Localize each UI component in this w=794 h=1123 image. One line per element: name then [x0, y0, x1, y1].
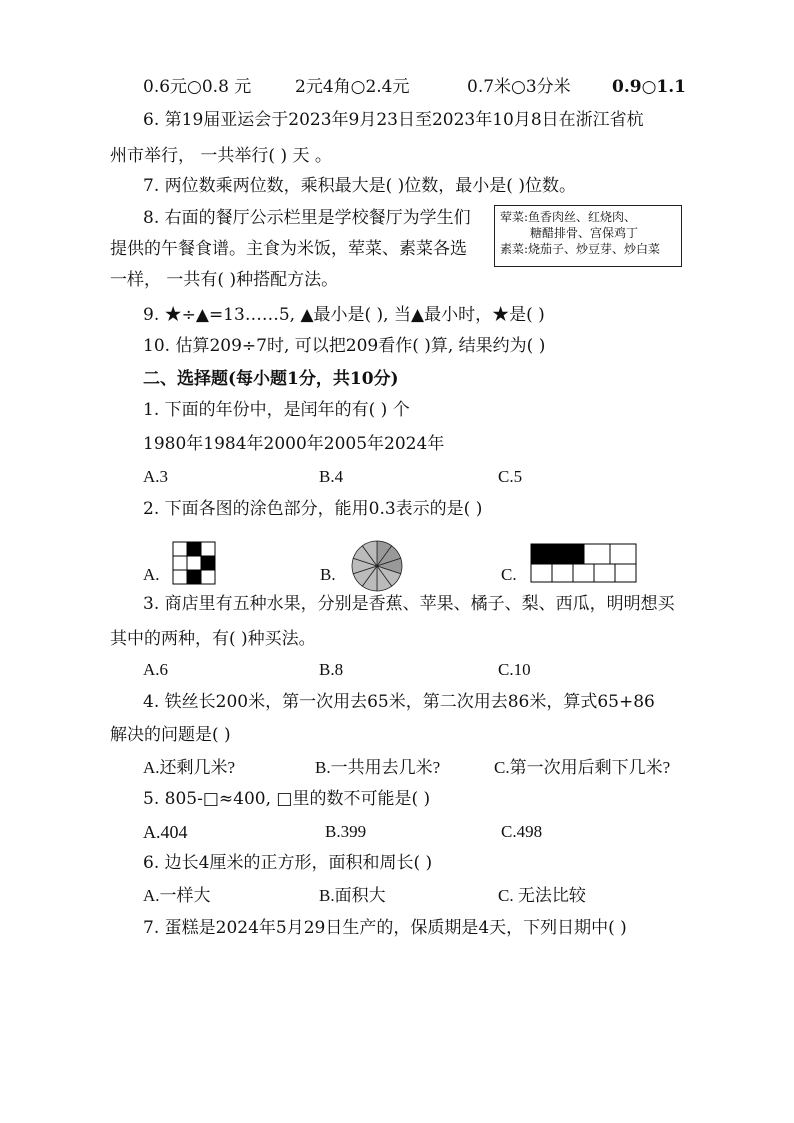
figure-c-cell: [573, 564, 594, 582]
figure-c-cell: [610, 544, 636, 564]
figure-c-strip: [530, 543, 638, 585]
figure-a-cell: [173, 542, 187, 556]
choice-5-option-c: C.498: [501, 822, 543, 841]
figure-a-cell: [173, 556, 187, 570]
choice-5-option-b: B.399: [325, 822, 367, 841]
figure-b-circle: [350, 539, 404, 593]
choice-6-option-b: B.面积大: [319, 886, 386, 905]
choice-1-option-b: B.4: [319, 467, 344, 486]
figure-a-cell: [187, 556, 201, 570]
choice-2-option-c-label: C.: [501, 565, 517, 584]
figure-c-cell: [557, 544, 584, 564]
question-8-line-3: 一样， 一共有( )种搭配方法。: [110, 270, 339, 290]
compare-item-1: 0.6元○0.8 元: [143, 77, 252, 97]
choice-5-option-a: A.404: [143, 822, 188, 842]
menu-meat-line-2: 糖醋排骨、宫保鸡丁: [530, 226, 639, 240]
question-7: 7. 两位数乘两位数，乘积最大是( )位数，最小是( )位数。: [143, 176, 576, 196]
figure-c-cell: [584, 544, 610, 564]
choice-3-option-a: A.6: [143, 660, 169, 679]
figure-a-cell: [173, 570, 187, 584]
choice-question-1-years: 1980年1984年2000年2005年2024年: [143, 434, 445, 454]
menu-meat-line-1: 荤菜:鱼香肉丝、红烧肉、: [500, 210, 637, 224]
choice-question-1: 1. 下面的年份中，是闰年的有( ) 个: [143, 400, 410, 420]
choice-3-option-b: B.8: [319, 660, 344, 679]
figure-c-cell: [552, 564, 573, 582]
question-9: 9. ★÷▲=13……5, ▲最小是( ), 当▲最小时，★是( ): [143, 305, 545, 325]
figure-a-cell: [201, 570, 215, 584]
figure-a-cell: [187, 570, 201, 584]
figure-c-cell: [615, 564, 636, 582]
choice-4-option-b: B.一共用去几米?: [315, 758, 441, 777]
figure-a-cell: [201, 542, 215, 556]
question-6-line-2: 州市举行， 一共举行( ) 天 。: [110, 146, 332, 166]
compare-item-2: 2元4角○2.4元: [295, 77, 410, 97]
choice-2-option-a-label: A.: [143, 565, 160, 584]
question-8-line-2: 提供的午餐食谱。主食为米饭，荤菜、素菜各选: [110, 239, 467, 259]
choice-3-option-c: C.10: [498, 660, 531, 679]
compare-item-4: 0.9○1.1: [612, 77, 686, 97]
choice-6-option-c: C. 无法比较: [498, 886, 586, 905]
choice-4-option-a: A.还剩几米?: [143, 758, 236, 777]
choice-1-option-c: C.5: [498, 467, 523, 486]
choice-6-option-a: A.一样大: [143, 886, 211, 905]
choice-question-3-line-1: 3. 商店里有五种水果，分别是香蕉、苹果、橘子、梨、西瓜，明明想买: [143, 594, 675, 614]
question-10: 10. 估算209÷7时, 可以把209看作( )算, 结果约为( ): [143, 336, 546, 356]
figure-c-cell: [531, 544, 557, 564]
section-2-title: 二、选择题(每小题1分，共10分): [143, 369, 399, 389]
choice-question-4-line-1: 4. 铁丝长200米，第一次用去65米，第二次用去86米，算式65+86: [143, 692, 655, 712]
figure-c-cell: [594, 564, 615, 582]
menu-veg-line: 素菜:烧茄子、炒豆芽、炒白菜: [500, 242, 661, 256]
menu-bulletin-board: [494, 205, 682, 267]
question-8-line-1: 8. 右面的餐厅公示栏里是学校餐厅为学生们: [143, 208, 471, 228]
choice-1-option-a: A.3: [143, 467, 169, 486]
choice-question-6: 6. 边长4厘米的正方形，面积和周长( ): [143, 853, 433, 873]
figure-a-grid: [172, 541, 216, 585]
choice-question-3-line-2: 其中的两种，有( )种买法。: [110, 629, 316, 649]
compare-item-3: 0.7米○3分米: [467, 77, 571, 97]
figure-a-cell: [201, 556, 215, 570]
question-6-line-1: 6. 第19届亚运会于2023年9月23日至2023年10月8日在浙江省杭: [143, 110, 644, 130]
choice-question-5: 5. 805-□≈400, □里的数不可能是( ): [143, 789, 431, 809]
choice-question-4-line-2: 解决的问题是( ): [110, 725, 231, 745]
choice-question-7: 7. 蛋糕是2024年5月29日生产的，保质期是4天，下列日期中( ): [143, 918, 627, 938]
figure-a-cell: [187, 542, 201, 556]
choice-question-2: 2. 下面各图的涂色部分，能用0.3表示的是( ): [143, 499, 483, 519]
figure-c-cell: [531, 564, 552, 582]
choice-4-option-c: C.第一次用后剩下几米?: [494, 758, 671, 777]
choice-2-option-b-label: B.: [320, 565, 336, 584]
